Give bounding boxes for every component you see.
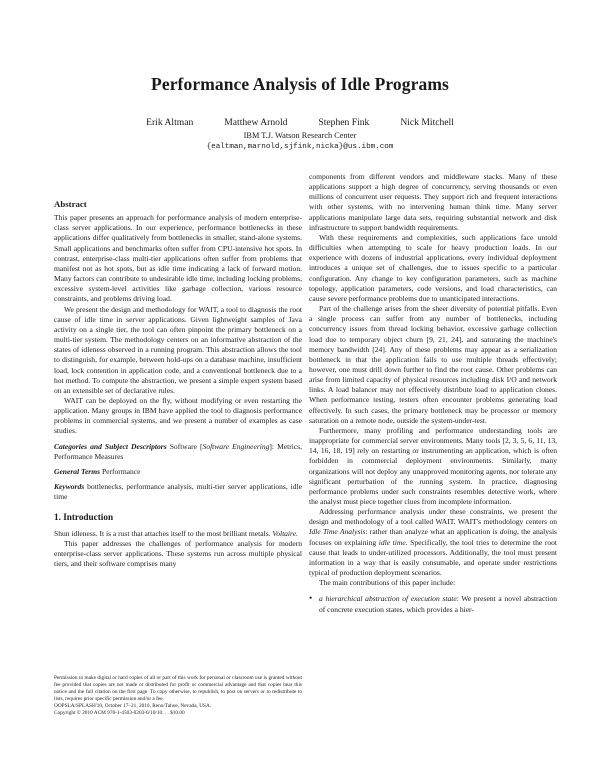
categories-heading: Categories and Subject Descriptors: [54, 441, 167, 451]
abstract-paragraph: This paper presents an approach for performance analysis of modern enterprise-class server applications. In our experience, performance bottlenecks in these applications differ qualitatively from bottlenecks in smaller, stand-alone systems. Small applications and benchmarks often suffer from CPU-intensive hot spots. In contrast, enterprise-class multi-tier applications often suffer from problems that manifest not as hot spots, but as idle time indicating a lack of forward motion. Many factors can contribute to undesirable idle time, including locking problems, excessive system-level activities like garbage collection, various resource constraints, and problems driving load.: [54, 213, 302, 304]
keywords-line: Keywords bottlenecks, performance analysis, multi-tier server applications, idle time: [54, 482, 302, 502]
affiliation: IBM T.J. Watson Research Center: [243, 131, 357, 140]
categories-line: Categories and Subject Descriptors Software [Software Engineering]: Metrics, Performance Measures: [54, 441, 303, 461]
keywords-heading: Keywords: [54, 482, 85, 492]
author-list: [0, 117, 600, 128]
intro-heading: 1. Introduction: [54, 512, 114, 523]
body-paragraph: Furthermore, many profiling and performance understanding tools are inappropriate for commercial server environments. Many tools [2, 3, 5, 6, 11, 13, 14, 16, 18, 19] rely on restarting or instrumenting an application, which is often forbidden in commercial deployment environments. Similarly, many organizations will not deploy any unapproved monitoring agents, nor tolerate any significant perturbation of the running system. In practice, diagnosing performance problems under such constraints resembles detective work, where the analyst must piece together clues from incomplete information.: [309, 425, 557, 506]
contribution-bullet: • a hierarchical abstraction of execution state: We present a novel abstraction of concrete execution states, which provides a hier-: [309, 593, 557, 614]
general-terms-line: General Terms Performance: [54, 466, 141, 476]
abstract-paragraph: WAIT can be deployed on the fly, without modifying or even restarting the application. Many groups in IBM have applied the tool to diagnosis performance problems in commercial systems, and we present a number of examples as case studies.: [54, 395, 302, 436]
abstract-heading: Abstract: [54, 199, 87, 209]
body-paragraph: With these requirements and complexities, such applications face untold difficulties when attempting to scale for heavy production loads. In our experience with dozens of industrial applications, every individual deployment introduces a unique set of challenges, due to issues specific to a particular configuration. Any change to key configuration parameters, such as machine topology, application parameters, code versions, and load characteristics, can cause severe performance problems due to unanticipated interactions.: [309, 232, 557, 303]
epigraph: Shun idleness. It is a rust that attaches itself to the most brilliant metals. Voltaire.: [54, 528, 298, 538]
intro-paragraph: This paper addresses the challenges of performance analysis for modern enterprise-class server applications. These systems run across multiple physical tiers, and their software comprises many: [54, 538, 302, 568]
body-paragraph: Addressing performance analysis under these constraints, we present the design and methodology of a tool called WAIT. WAIT's methodology centers on Idle Time Analysis: rather than analyze what an application is doing, the analysis focuses on explaining idle time. Specifically, the tool tries to determine the root cause that leads to under-utilized processors. Additionally, the tool must present information in a way that is easily consumable, and operate under restrictions typical of production deployment scenarios.: [309, 507, 557, 578]
body-paragraph: Part of the challenge arises from the sheer diversity of potential pitfalls. Even a single process can suffer from any number of bottlenecks, including concurrency issues from thread locking behavior, excessive garbage collection load due to temporary object churn [9, 21, 24], and saturating the machine's memory bandwidth [24]. Any of these problems may appear as a serialization bottleneck in that the application fails to use multiple threads effectively; however, one must drill down further to find the root cause. Other problems can arise from limited capacity of physical resources including disk I/O and network links. A load balancer may not effectively distribute load to application clones. When performance testing, testers often encounter problems generating load effectively. In such cases, the primary bottleneck may be processor or memory saturation on a remote node, outside the system-under-test.: [309, 304, 557, 425]
author-name: Matthew Arnold: [224, 117, 288, 128]
left-column: [54, 199, 302, 569]
author-name: Stephen Fink: [318, 117, 370, 128]
author-emails: {ealtman,marnold,sjfink,nicka}@us.ibm.com: [206, 143, 394, 151]
body-paragraph: The main contributions of this paper include:: [319, 578, 456, 588]
body-paragraph: components from different vendors and middleware stacks. Many of these applications support a high degree of concurrency, serving thousands or even millions of concurrent user requests. They support rich and frequent interactions with other systems, with no intervening human think time. Many server applications manipulate large data sets, requiring substantial network and disk infrastructure to support bandwidth requirements.: [309, 172, 557, 232]
copyright-footnote: Permission to make digital or hard copies of all or part of this work for personal or classroom use is granted without fee provided that copies are not made or distributed for profit or commercial advantage and that copies bear this notice and the full citation on the first page. To copy otherwise, to republish, to post on servers or to redistribute to lists, requires prior specific permission and/or a fee. OOPSLA/SPLASH'10, October 17–21, 2010, Reno/Tahoe, Nevada, USA. Copyright © 2010 ACM 978-1-4503-0203-6/10/10. . . $10.00: [54, 675, 302, 717]
author-name: Nick Mitchell: [400, 117, 454, 128]
bullet-icon: •: [309, 593, 313, 604]
paper-title: Performance Analysis of Idle Programs: [151, 74, 449, 94]
abstract-paragraph: We present the design and methodology for WAIT, a tool to diagnosis the root cause of idle time in server applications. Given lightweight samples of Java activity on a single tier, the tool can often pinpoint the primary bottleneck on a multi-tier system. The methodology centers on an informative abstraction of the states of idleness observed in a running program. This abstraction allows the tool to distinguish, for example, between hold-ups on a database machine, insufficient load, lock contention in application code, and a conventional bottleneck due to a hot method. To compute the abstraction, we present a simple expert system based on an extensible set of declarative rules.: [54, 304, 302, 395]
right-column: [309, 172, 557, 615]
author-name: Erik Altman: [146, 117, 194, 128]
general-terms-heading: General Terms: [54, 466, 101, 476]
